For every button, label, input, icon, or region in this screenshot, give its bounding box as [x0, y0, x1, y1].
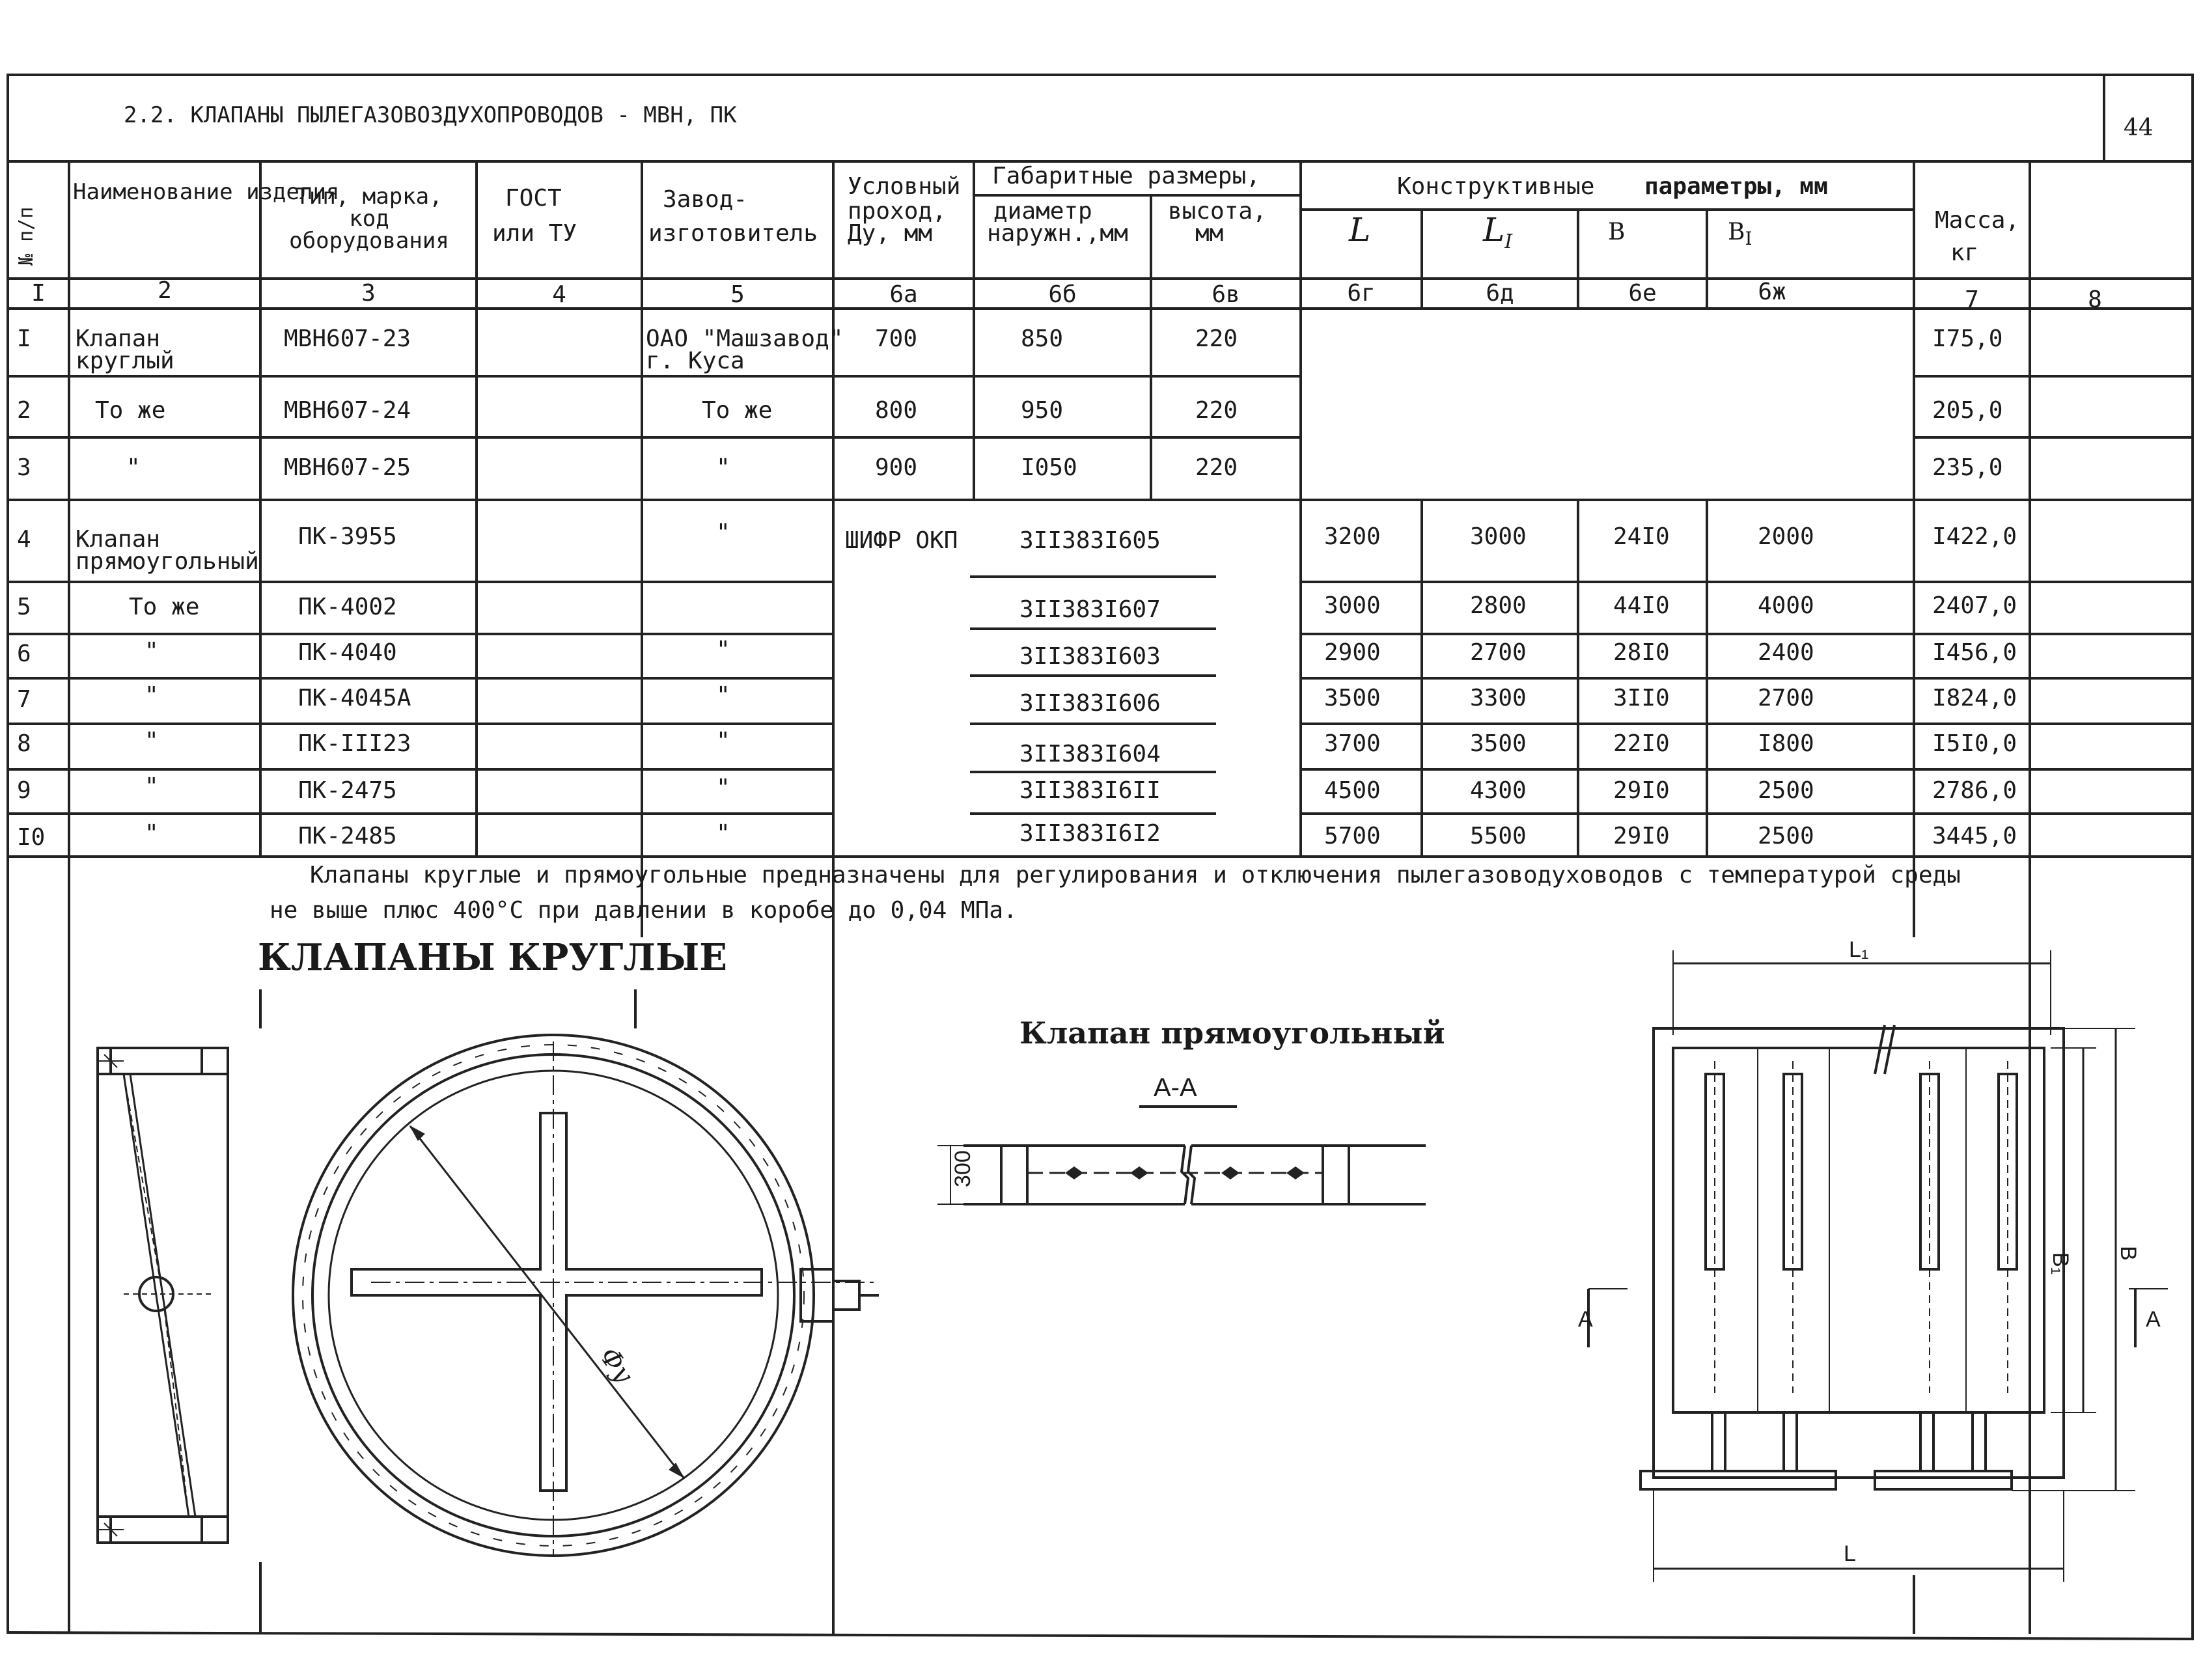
table-cell-okp: 3II383I606 [1019, 690, 1161, 717]
colnum-2: 2 [158, 277, 172, 304]
table-cell-l: 5700 [1324, 823, 1381, 849]
table-cell-type: ПК-3955 [298, 523, 397, 550]
round-valve-side-drawing [85, 1035, 241, 1556]
table-cell-type: ПК-4040 [298, 639, 397, 666]
table-cell-type: ПК-4045А [298, 685, 411, 711]
dim-300-label: 300 [950, 1150, 975, 1187]
table-cell-b: 29I0 [1613, 777, 1670, 804]
table-cell-okp: 3II383I604 [1019, 741, 1161, 767]
table-cell-l: 3200 [1324, 523, 1381, 550]
table-cell-name: " [126, 454, 141, 481]
table-cell-maker: " [716, 637, 730, 663]
table-cell-mass: I5I0,0 [1932, 730, 2017, 757]
table-cell-okp: 3II383I6II [1019, 777, 1161, 804]
table-cell-maker: " [716, 820, 730, 847]
table-cell-diam: 950 [1021, 397, 1064, 424]
table-cell-b: 22I0 [1613, 730, 1670, 757]
round-valve-front-drawing [280, 1022, 879, 1582]
section-mark-right: A [2146, 1307, 2161, 1332]
table-cell-l: 2900 [1324, 639, 1381, 666]
table-cell-du: ШИФР ОКП [845, 527, 958, 554]
header-height-l1: высота, [1168, 198, 1267, 225]
header-diam-l1: диаметр [993, 198, 1092, 225]
dim-l-label: L [1844, 1541, 1856, 1566]
header-num: № п/п [15, 206, 38, 266]
table-cell-okp: 3II383I6I2 [1019, 820, 1161, 847]
header-konstr-b: параметры, мм [1644, 173, 1828, 200]
table-cell-maker: " [716, 728, 730, 754]
section-label: А-А [1154, 1073, 1197, 1102]
table-cell-diam: I050 [1021, 454, 1077, 481]
table-cell-num: I0 [17, 824, 46, 851]
table-cell-maker: То же [702, 397, 773, 424]
table-cell-b1: 2700 [1758, 685, 1814, 711]
header-type-l1: Тип, марка, [296, 184, 443, 210]
colnum-6a: 6а [889, 281, 918, 308]
table-cell-du: 800 [875, 397, 918, 424]
header-gost-l2: или ТУ [492, 220, 577, 247]
table-cell-mass: I456,0 [1932, 639, 2017, 666]
table-cell-maker: ОАО "Машзавод" [646, 325, 844, 352]
section-mark-left: A [1578, 1307, 1593, 1332]
table-cell-b1: 2500 [1758, 777, 1814, 804]
table-cell-b1: I800 [1758, 730, 1814, 757]
table-cell-num: 3 [17, 454, 31, 481]
table-cell-num: 4 [17, 526, 31, 553]
dim-l1-label: L₁ [1849, 937, 1869, 962]
table-cell-type: ПК-4002 [298, 594, 397, 620]
colnum-6e: 6е [1628, 280, 1657, 307]
page-number: 44 [2124, 115, 2154, 141]
table-cell-l: 3000 [1324, 592, 1381, 619]
table-cell-okp: 3II383I605 [1019, 527, 1161, 554]
table-cell-b1: 4000 [1758, 592, 1814, 619]
table-cell-num: 2 [17, 397, 31, 424]
header-height-l2: мм [1195, 220, 1224, 247]
note-line-1: Клапаны круглые и прямоугольные предназначены для регулирования и отключения пылегазоводуховодов с температурой среды [310, 862, 1961, 888]
header-maker-l1: Завод- [663, 186, 748, 213]
table-cell-b: 29I0 [1613, 823, 1670, 849]
round-valve-title: КЛАПАНЫ КРУГЛЫЕ [258, 936, 727, 979]
header-param-l: L [1349, 211, 1371, 249]
table-cell-du: 900 [875, 454, 918, 481]
header-param-l1: $L_I$ [1483, 211, 1513, 253]
table-cell-b: 24I0 [1613, 523, 1670, 550]
header-mass-l1: Масса, [1935, 207, 2020, 234]
table-cell-mass: 2407,0 [1932, 592, 2017, 619]
table-cell-height: 220 [1195, 397, 1238, 424]
colnum-8: 8 [2088, 286, 2102, 313]
table-cell-name: прямоугольный [76, 548, 259, 575]
table-cell-b: 3II0 [1613, 685, 1670, 711]
table-cell-type: МВН607-24 [284, 397, 411, 424]
colnum-6g: 6г [1347, 280, 1376, 307]
table-cell-num: 6 [17, 640, 31, 667]
table-cell-mass: 205,0 [1932, 397, 2003, 424]
table-cell-type: ПК-III23 [298, 730, 411, 757]
header-param-b1: $B_I$ [1728, 219, 1753, 250]
table-cell-type: ПК-2475 [298, 777, 397, 804]
table-cell-mass: 235,0 [1932, 454, 2003, 481]
table-cell-name: " [145, 728, 159, 754]
table-cell-mass: I422,0 [1932, 523, 2017, 550]
rect-valve-title: Клапан прямоугольный [1019, 1015, 1445, 1051]
table-cell-okp: 3II383I603 [1019, 643, 1161, 670]
header-du-l2: проход, [848, 198, 947, 225]
table-cell-l: 3500 [1324, 685, 1381, 711]
table-cell-l1: 3500 [1470, 730, 1527, 757]
table-cell-l: 3700 [1324, 730, 1381, 757]
table-cell-mass: 3445,0 [1932, 823, 2017, 849]
table-cell-type: МВН607-25 [284, 454, 411, 481]
colnum-6d: 6д [1486, 280, 1514, 307]
dim-b-label: B [2116, 1246, 2141, 1261]
header-param-b: B [1608, 219, 1626, 245]
table-cell-l1: 4300 [1470, 777, 1527, 804]
colnum-5: 5 [730, 281, 745, 308]
table-cell-maker: г. Куса [646, 348, 745, 374]
table-cell-name: То же [129, 594, 200, 620]
table-cell-mass: 2786,0 [1932, 777, 2017, 804]
table-cell-type: МВН607-23 [284, 325, 411, 352]
colnum-6zh: 6ж [1758, 279, 1786, 305]
table-cell-name: круглый [76, 348, 174, 374]
header-name: Наименование изделия [73, 179, 340, 205]
table-cell-num: 7 [17, 686, 31, 713]
table-cell-b1: 2400 [1758, 639, 1814, 666]
table-cell-name: Клапан [76, 526, 161, 553]
rect-valve-front-drawing [1569, 944, 2174, 1588]
header-type-l2: код [349, 206, 389, 232]
table-cell-l: 4500 [1324, 777, 1381, 804]
colnum-4: 4 [552, 281, 566, 308]
table-cell-maker: " [716, 454, 730, 481]
table-cell-okp: 3II383I607 [1019, 596, 1161, 623]
table-cell-name: " [145, 820, 159, 847]
header-maker-l2: изготовитель [648, 220, 818, 247]
table-cell-num: 5 [17, 594, 31, 620]
colnum-7: 7 [1965, 286, 1979, 313]
table-cell-name: " [145, 682, 159, 709]
table-cell-name: " [145, 638, 159, 665]
colnum-3: 3 [361, 280, 376, 307]
table-cell-mass: I824,0 [1932, 685, 2017, 711]
table-cell-l1: 3000 [1470, 523, 1527, 550]
table-cell-num: I [17, 325, 31, 352]
table-cell-maker: " [716, 775, 730, 801]
colnum-6b: 6б [1048, 281, 1077, 308]
table-cell-l1: 5500 [1470, 823, 1527, 849]
table-cell-l1: 2700 [1470, 639, 1527, 666]
table-cell-b1: 2500 [1758, 823, 1814, 849]
table-cell-height: 220 [1195, 325, 1238, 352]
header-gost-l1: ГОСТ [505, 185, 562, 212]
table-cell-num: 8 [17, 730, 31, 757]
table-cell-name: Клапан [76, 325, 161, 352]
table-cell-type: ПК-2485 [298, 823, 397, 849]
table-cell-num: 9 [17, 777, 31, 804]
rect-valve-section-drawing [924, 1100, 1432, 1224]
dim-du-label: Фу [593, 1342, 639, 1390]
colnum-1: I [31, 280, 46, 307]
header-du-l3: Ду, мм [848, 220, 933, 247]
colnum-6v: 6в [1212, 281, 1240, 308]
table-cell-b: 44I0 [1613, 592, 1670, 619]
table-cell-diam: 850 [1021, 325, 1064, 352]
dim-b1-label: B₁ [2048, 1252, 2073, 1275]
table-cell-name: То же [95, 397, 166, 424]
table-cell-l1: 3300 [1470, 685, 1527, 711]
header-mass-l2: кг [1950, 240, 1979, 266]
table-cell-l1: 2800 [1470, 592, 1527, 619]
table-cell-maker: " [716, 519, 730, 546]
header-diam-l2: наружн.,мм [987, 220, 1128, 247]
header-du-l1: Условный [848, 173, 961, 200]
table-cell-b1: 2000 [1758, 523, 1814, 550]
table-cell-mass: I75,0 [1932, 325, 2003, 352]
table-cell-name: " [145, 773, 159, 800]
note-line-2: не выше плюс 400°С при давлении в коробе до 0,04 МПа. [270, 897, 1018, 924]
page-title: 2.2. КЛАПАНЫ ПЫЛЕГАЗОВОЗДУХОПРОВОДОВ - МВН, ПК [124, 102, 737, 128]
header-konstr-a: Конструктивные [1397, 173, 1595, 200]
table-cell-maker: " [716, 682, 730, 709]
table-cell-height: 220 [1195, 454, 1238, 481]
header-gab: Габаритные размеры, [992, 163, 1260, 189]
table-cell-b: 28I0 [1613, 639, 1670, 666]
table-cell-du: 700 [875, 325, 918, 352]
header-type-l3: оборудования [289, 228, 449, 254]
